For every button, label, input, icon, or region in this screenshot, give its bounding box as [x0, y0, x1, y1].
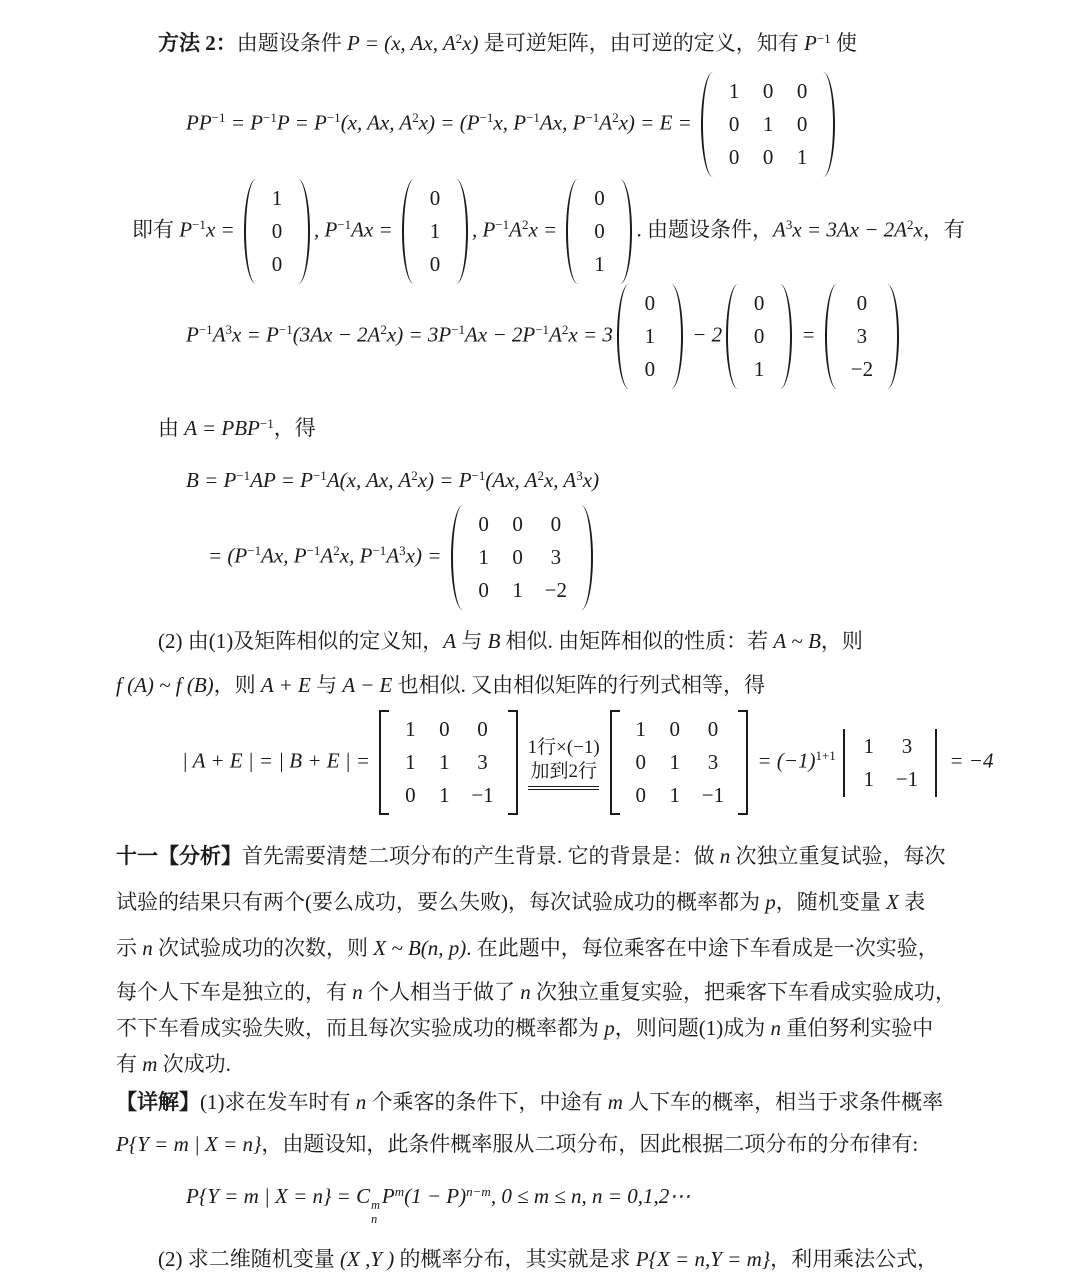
matrix-cell: 0: [762, 79, 774, 104]
text-run: 不下车看成实验失败，而且每次实验成功的概率都为: [116, 1016, 605, 1041]
superscript: −1: [471, 468, 486, 484]
superscript: m: [371, 1198, 380, 1213]
math-run: n: [355, 1090, 367, 1115]
paren-right-fence: [581, 505, 593, 610]
text-run: 试验的结果只有两个(要么成功，要么失败)，每次试验成功的概率都为: [116, 890, 766, 915]
matrix: [617, 284, 683, 389]
matrix-cell: 0: [594, 219, 605, 244]
matrix-cells: [837, 284, 887, 389]
math-run: x) =: [405, 543, 447, 568]
matrix-cell: 1: [669, 750, 681, 775]
math-run: x = 3: [568, 322, 613, 347]
matrix: [244, 179, 310, 284]
paren-left-fence: [701, 72, 713, 177]
math-run: P: [179, 217, 193, 242]
math-run: A: [773, 629, 787, 654]
paragraph-analysis-line2: [116, 885, 940, 919]
matrix-cell: 0: [271, 252, 283, 277]
matrix-cell: 0: [594, 186, 605, 211]
row-operation-label: [528, 736, 600, 790]
paren-right-fence: [780, 284, 792, 389]
matrix-cell: −1: [471, 783, 494, 808]
math-run: , P: [313, 217, 338, 242]
matrix-cells: [738, 284, 780, 389]
matrix-cell: 0: [796, 112, 808, 137]
paren-left-fence: [402, 179, 414, 284]
superscript: −1: [585, 110, 600, 126]
matrix-cell: 0: [439, 717, 450, 742]
matrix-cell: 0: [728, 145, 740, 170]
math-run: x: [913, 217, 923, 242]
math-run: A: [212, 322, 226, 347]
matrix-cell: 3: [901, 733, 913, 758]
math-run: (3Ax − 2A: [292, 322, 381, 347]
paren-left-fence: [617, 284, 629, 389]
superscript-italic: n−m: [466, 1184, 491, 1200]
math-run: X: [885, 890, 899, 915]
matrix-cell: 0: [707, 717, 719, 742]
matrix: [566, 179, 632, 284]
determinant-bar-left: [843, 729, 845, 797]
superscript: 2: [411, 468, 418, 484]
text-run: ，由题设知，此条件概率服从二项分布，因此根据二项分布的分布律有:: [261, 1132, 919, 1157]
matrix-cells: [578, 179, 620, 284]
matrix: [840, 727, 940, 799]
text-run: 次成功.: [157, 1052, 231, 1077]
math-run: n: [520, 980, 531, 1005]
math-run: m: [142, 1052, 158, 1077]
matrix-cell: 1: [796, 145, 808, 170]
superscript: 2: [561, 322, 569, 338]
bracket-left-fence: [610, 710, 620, 815]
matrix-cell: 3: [707, 750, 719, 775]
superscript: −1: [198, 322, 213, 338]
text-run: 首先需要清楚二项分布的产生背景. 它的背景是：做: [242, 844, 720, 869]
matrix-cell: 0: [478, 578, 489, 603]
matrix-cell: 0: [728, 112, 740, 137]
matrix: [402, 179, 468, 284]
matrix-cell: 0: [753, 324, 765, 349]
math-run: Ax − 2P: [465, 322, 536, 347]
matrix-cells: [629, 284, 671, 389]
text-run: 次试验成功的次数，则: [152, 936, 374, 961]
math-run: A: [772, 217, 786, 242]
text-run: ~: [786, 629, 809, 654]
matrix-cells: [389, 710, 507, 815]
math-run: = (−1): [752, 748, 816, 773]
equation-b-definition: [186, 459, 940, 497]
matrix-cell: 0: [477, 717, 488, 742]
paragraph-detail-line1: [116, 1085, 944, 1119]
paren-right-fence: [887, 284, 899, 389]
paren-left-fence: [244, 179, 256, 284]
math-run: P{X = n,Y = m}: [635, 1247, 771, 1272]
text-run: 重伯努利实验中: [781, 1016, 934, 1041]
equation-b-matrix-result: [208, 505, 940, 610]
math-run: P: [381, 1184, 395, 1209]
matrix-cell: 1: [863, 766, 875, 791]
text-run: 人下车的概率，相当于求条件概率: [622, 1090, 944, 1115]
paragraph-basis-vectors: [132, 179, 965, 284]
paren-left-fence: [451, 505, 463, 610]
superscript: −1: [259, 416, 274, 432]
math-run: x, P: [493, 110, 527, 135]
math-run: x =: [528, 217, 563, 242]
matrix-cell: 1: [512, 578, 523, 603]
superscript: −1: [312, 468, 327, 484]
matrix-cell: −2: [544, 578, 567, 603]
math-run: x, A: [543, 468, 577, 493]
text-run: 即有: [132, 217, 180, 242]
math-run: n: [352, 980, 363, 1005]
math-run: P{Y = m | X = n}: [116, 1132, 262, 1157]
superscript: −1: [211, 110, 226, 126]
text-run: 与: [456, 629, 488, 654]
matrix-cells: [848, 727, 932, 799]
math-run: A − E: [342, 673, 393, 698]
math-run: n: [770, 1016, 781, 1041]
math-run: p: [765, 890, 776, 915]
superscript: 2: [521, 217, 529, 233]
superscript: −1: [495, 217, 510, 233]
math-run: PP: [186, 110, 212, 135]
math-run: X ~ B(n, p): [373, 936, 467, 961]
text-run: ，得: [273, 416, 316, 441]
math-run: A: [549, 322, 562, 347]
math-run: = P: [225, 110, 264, 135]
paragraph-analysis-line4: [116, 975, 956, 1009]
math-run: P = P: [276, 110, 327, 135]
subscript: n: [371, 1211, 378, 1226]
math-run: n: [719, 844, 731, 869]
matrix-cell: 0: [753, 291, 765, 316]
math-run: x = P: [232, 322, 279, 347]
matrix: [451, 505, 593, 610]
math-run: x) = (P: [418, 110, 480, 135]
superscript-italic: m: [394, 1184, 405, 1200]
matrix-cell: 0: [512, 512, 523, 537]
math-run: Ax =: [351, 217, 398, 242]
text-run: ，有: [922, 217, 965, 242]
math-run: (1 − P): [404, 1184, 467, 1209]
matrix-cell: 1: [669, 783, 681, 808]
superscript: 1+1: [815, 748, 836, 764]
math-run: P: [804, 31, 817, 56]
matrix-cell: 1: [863, 733, 875, 758]
text-run: 与: [310, 673, 343, 698]
math-run: A: [443, 629, 457, 654]
math-run: A = PBP: [184, 416, 260, 441]
math-run: = −4: [944, 748, 994, 773]
matrix-cell: 1: [439, 750, 450, 775]
superscript: −1: [479, 110, 494, 126]
math-run: (Ax, A: [485, 468, 538, 493]
paragraph-final: [116, 1242, 940, 1276]
matrix-cell: 0: [762, 145, 774, 170]
math-run: P{Y = m | X = n} = C: [186, 1184, 371, 1209]
equation-determinant: [182, 710, 994, 815]
matrix-cell: 0: [669, 717, 681, 742]
matrix: [610, 710, 748, 815]
text-run: . 在此题中，每位乘客在中途下车看成是一次实验，: [466, 936, 939, 961]
matrix-cell: 1: [635, 717, 647, 742]
paragraph-part2-line1: [116, 624, 940, 658]
math-run: A(x, Ax, A: [326, 468, 412, 493]
superscript: −1: [236, 468, 251, 484]
paragraph-part2-line2: [116, 668, 940, 702]
superscript: −1: [526, 110, 540, 126]
math-run: x, P: [339, 543, 373, 568]
matrix-cell: 0: [644, 357, 656, 382]
superscript: −1: [192, 217, 206, 233]
paren-right-fence: [620, 179, 632, 284]
text-run: ，则: [213, 673, 261, 698]
paren-right-fence: [456, 179, 468, 284]
math-run: A: [320, 543, 334, 568]
paren-left-fence: [726, 284, 738, 389]
matrix-cell: 0: [644, 291, 656, 316]
matrix-cell: 0: [796, 79, 808, 104]
superscript: 2: [906, 217, 914, 233]
text-run: 由题设条件: [236, 31, 347, 56]
paragraph-analysis-line6: [116, 1047, 940, 1081]
text-run: 次独立重复试验，每次: [730, 844, 946, 869]
equation-pp-inverse-identity: [186, 72, 940, 177]
equation-binomial-law: [186, 1175, 940, 1226]
text-run: 的概率分布，其实就是求: [394, 1247, 636, 1272]
math-run: , 0 ≤ m ≤ n, n = 0,1,2⋯: [490, 1184, 691, 1209]
superscript: −1: [247, 543, 262, 559]
superscript: 2: [380, 322, 387, 338]
paren-right-fence: [823, 72, 835, 177]
matrix-cells: [414, 179, 456, 284]
paren-left-fence: [825, 284, 837, 389]
text-run: 个乘客的条件下，中途有: [366, 1090, 608, 1115]
math-run: n: [142, 936, 153, 961]
math-run: − 2: [686, 322, 723, 347]
superscript: 3: [225, 322, 233, 338]
math-run: A: [599, 110, 613, 135]
text-run: (2) 由(1)及矩阵相似的定义知，: [158, 629, 444, 654]
math-run: AP = P: [250, 468, 313, 493]
paren-right-fence: [671, 284, 683, 389]
bracket-right-fence: [508, 710, 518, 815]
matrix-cell: 0: [512, 545, 523, 570]
superscript: −1: [816, 31, 831, 46]
matrix-cell: 0: [429, 186, 441, 211]
math-run: x =: [205, 217, 240, 242]
text-run: 也相似. 又由相似矩阵的行列式相等，得: [392, 673, 766, 698]
math-run: | A + E | = | B + E | =: [182, 748, 376, 773]
math-run: x) = 3P: [386, 322, 452, 347]
bold-label: 方法 2：: [158, 31, 237, 56]
math-run: =: [796, 322, 821, 347]
text-run: 使: [830, 31, 857, 56]
matrix: [726, 284, 792, 389]
math-run: m: [607, 1090, 623, 1115]
text-run: 有: [116, 1052, 143, 1077]
matrix-cell: 3: [477, 750, 488, 775]
math-run: x): [462, 31, 479, 56]
superscript: 2: [537, 468, 544, 484]
text-run: ，随机变量: [775, 890, 886, 915]
math-run: B: [487, 629, 501, 654]
matrix-cells: [256, 179, 298, 284]
paragraph-analysis-line1: [116, 839, 946, 873]
text-run: (2) 求二维随机变量: [158, 1247, 340, 1272]
matrix-cell: 0: [478, 512, 489, 537]
superscript: −1: [306, 543, 321, 559]
bracket-right-fence: [738, 710, 748, 815]
bold-label: 【详解】: [116, 1090, 200, 1115]
superscript: −1: [372, 543, 387, 559]
superscript: 2: [612, 110, 619, 126]
paragraph-a-equals-pbp: [158, 407, 940, 445]
math-run: x = 3Ax − 2A: [792, 217, 907, 242]
paren-left-fence: [566, 179, 578, 284]
matrix-cell: 3: [550, 545, 562, 570]
paragraph-detail-line2: [116, 1127, 940, 1161]
matrix-cell: 1: [594, 252, 605, 277]
text-run: 示: [116, 936, 143, 961]
math-run: Ax, P: [539, 110, 586, 135]
row-op-top: 1行×(−1): [527, 737, 600, 759]
matrix-cell: 0: [271, 219, 283, 244]
text-run: 由: [158, 416, 185, 441]
matrix-cell: 1: [429, 219, 441, 244]
bracket-left-fence: [379, 710, 389, 815]
math-run: P = (x, Ax, A: [347, 31, 456, 56]
math-run: x) = E =: [618, 110, 698, 135]
math-run: x): [582, 468, 600, 493]
text-run: ，利用乘法公式，: [770, 1247, 939, 1272]
matrix-cell: −1: [701, 783, 725, 808]
superscript: −1: [451, 322, 466, 338]
matrix-cell: 1: [753, 357, 765, 382]
matrix-cell: 1: [271, 186, 283, 211]
text-run: ，则问题(1)成为: [614, 1016, 771, 1041]
text-run: (1)求在发车时有: [200, 1090, 356, 1115]
matrix-cell: 1: [728, 79, 740, 104]
matrix-cell: 1: [644, 324, 656, 349]
matrix-cell: −2: [850, 357, 874, 382]
matrix-cell: 0: [635, 750, 647, 775]
paren-right-fence: [298, 179, 310, 284]
math-run: = (P: [208, 543, 248, 568]
math-run: A: [509, 217, 522, 242]
matrix-cell: −1: [895, 766, 919, 791]
matrix-cells: [713, 72, 823, 177]
matrix-cell: 1: [439, 783, 450, 808]
bold-label: 十一【分析】: [116, 844, 242, 869]
math-run: B: [808, 629, 821, 654]
row-op-bottom: 加到2行: [528, 760, 599, 790]
matrix: [379, 710, 517, 815]
matrix: [701, 72, 835, 177]
math-run: , P: [471, 217, 496, 242]
text-run: ，则: [820, 629, 863, 654]
math-run: x) = P: [417, 468, 472, 493]
math-run: f (A) ~ f (B): [116, 673, 214, 698]
math-run: A: [386, 543, 400, 568]
sub-sup-stack: [371, 1199, 380, 1226]
math-run: P: [186, 322, 199, 347]
superscript: −1: [337, 217, 352, 233]
superscript: −1: [263, 110, 277, 126]
paragraph-method2: [116, 22, 940, 60]
matrix-cells: [620, 710, 738, 815]
matrix-cell: 1: [405, 750, 416, 775]
text-run: 相似. 由矩阵相似的性质：若: [500, 629, 774, 654]
text-run: 次独立重复实验，把乘客下车看成实验成功，: [530, 980, 956, 1005]
math-run: B = P: [186, 468, 237, 493]
matrix-cell: 1: [762, 112, 774, 137]
matrix-cell: 0: [856, 291, 868, 316]
determinant-bar-right: [935, 729, 937, 797]
text-run: 是可逆矩阵，由可逆的定义，知有: [478, 31, 804, 56]
superscript: −1: [326, 110, 341, 126]
math-run: A + E: [260, 673, 311, 698]
math-run: (x, Ax, A: [340, 110, 413, 135]
math-run: (X ,Y ): [340, 1247, 395, 1272]
superscript: 2: [333, 543, 340, 559]
matrix: [825, 284, 899, 389]
paragraph-analysis-line5: [116, 1011, 940, 1045]
matrix-cell: 3: [856, 324, 868, 349]
superscript: 3: [576, 468, 583, 484]
equation-p-inverse-a3x: [186, 284, 940, 389]
matrix-cell: 0: [429, 252, 441, 277]
math-run: Ax, P: [261, 543, 307, 568]
superscript: −1: [278, 322, 293, 338]
matrix-cell: 1: [478, 545, 489, 570]
matrix-cell: 0: [635, 783, 647, 808]
superscript: 3: [399, 543, 406, 559]
matrix-cells: [463, 505, 581, 610]
matrix-cell: 0: [405, 783, 416, 808]
superscript: 2: [455, 31, 463, 46]
superscript: −1: [535, 322, 550, 338]
text-run: 个人相当于做了: [362, 980, 521, 1005]
superscript: 2: [412, 110, 419, 126]
text-run: 每个人下车是独立的，有: [116, 980, 353, 1005]
matrix-cell: 1: [405, 717, 416, 742]
paragraph-analysis-line3: [116, 931, 940, 965]
superscript: 3: [785, 217, 793, 233]
text-run: 表: [898, 890, 926, 915]
matrix-cell: 0: [550, 512, 562, 537]
math-run: p: [604, 1016, 615, 1041]
text-run: . 由题设条件，: [636, 217, 773, 242]
